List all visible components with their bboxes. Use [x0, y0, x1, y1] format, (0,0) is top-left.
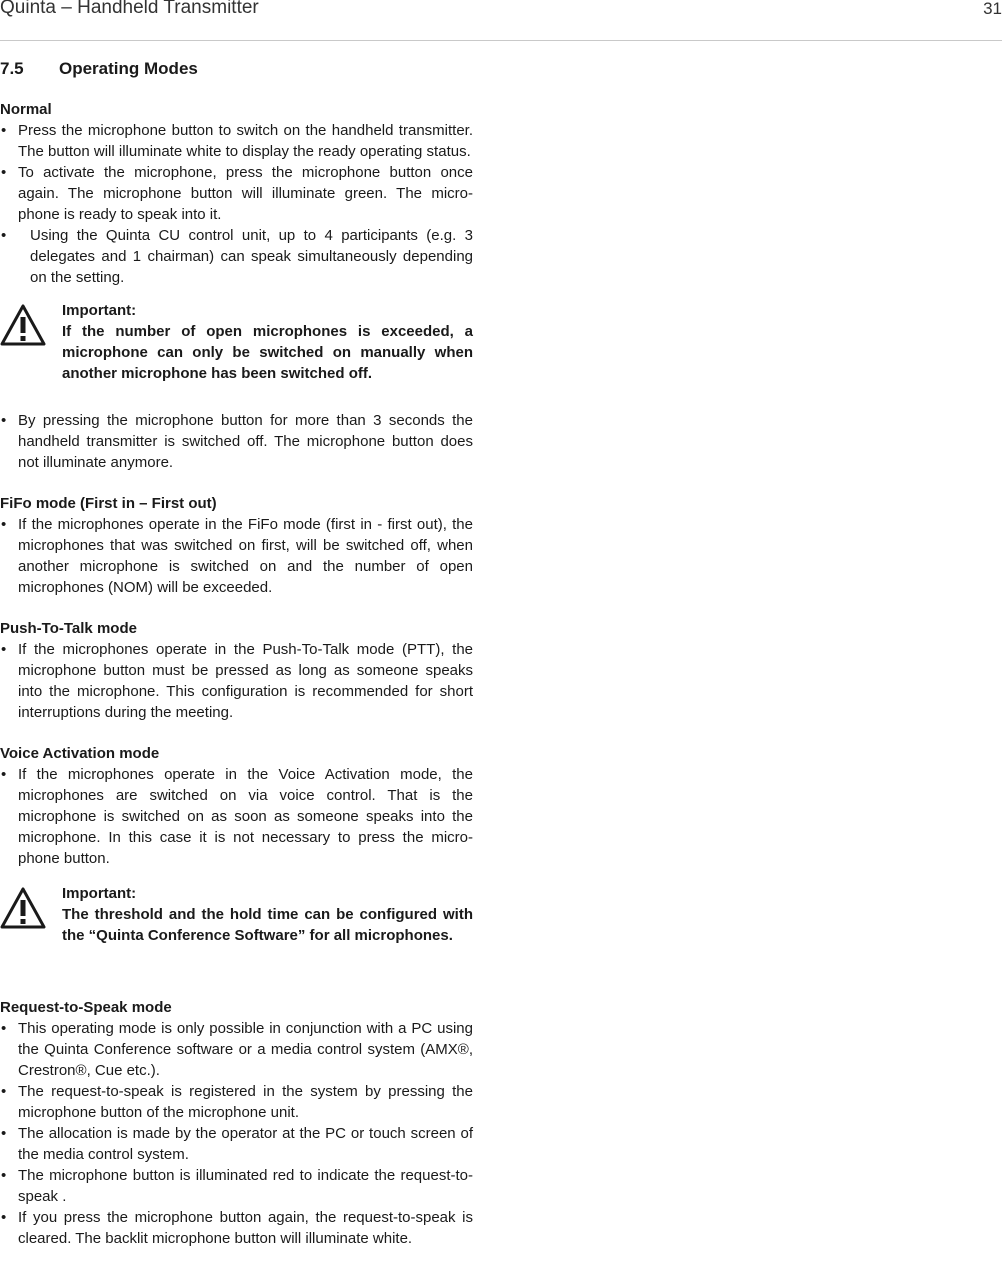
- list-item: • To activate the microphone, press the microphone button once again. The microphone button will illuminate green. The micro-phone is ready to speak into it.: [0, 162, 473, 225]
- list-item: • If you press the microphone button again, the request-to-speak is cleared. The backlit microphone button will illuminate white.: [0, 1207, 473, 1249]
- bullet-list-normal: [0, 120, 473, 288]
- bullet-list-ptt: [0, 639, 473, 723]
- list-item: • If the microphones operate in the FiFo mode (first in - first out), the microphones that was switched on first, will be switched off, when another microphone is switched on and the number of open microphones (NOM) will be exceeded.: [0, 514, 473, 598]
- bullet-list-normal-extra: [0, 410, 473, 473]
- warning-triangle-icon: [0, 887, 46, 929]
- page-header: [0, 0, 1002, 41]
- subheading-fifo: FiFo mode (First in – First out): [0, 495, 217, 512]
- subheading-voice: Voice Activation mode: [0, 745, 160, 762]
- section-heading: [0, 55, 473, 83]
- note-text: The threshold and the hold time can be configured with the “Quinta Conference Software” for all microphones.: [62, 906, 473, 944]
- list-item: • Press the microphone button to switch on the handheld transmitter. The button will illuminate white to display the ready operating status.: [0, 120, 473, 162]
- important-note-1: [0, 300, 473, 384]
- note-label: Important:: [62, 302, 137, 319]
- list-item: • If the microphones operate in the Push-To-Talk mode (PTT), the microphone button must be pressed as long as someone speaks into the microphone. This configuration is recommended for short interruptions during the meeting.: [0, 639, 473, 723]
- bullet-list-fifo: [0, 514, 473, 598]
- subheading-request-to-speak: Request-to-Speak mode: [0, 999, 172, 1016]
- note-text: If the number of open microphones is exceeded, a microphone can only be switched on manually when another microphone has been switched off.: [62, 323, 473, 382]
- important-note-2: [0, 883, 473, 953]
- list-item: • The allocation is made by the operator at the PC or touch screen of the media control system.: [0, 1123, 473, 1165]
- list-item: • If the microphones operate in the Voice Activation mode, the microphones are switched on via voice control. That is the microphone is switched on as soon as someone speaks into the microphone. In this case it is not necessary to press the micro-phone button.: [0, 764, 473, 869]
- page-number: 31: [983, 0, 1002, 18]
- subheading-normal: Normal: [0, 101, 52, 118]
- bullet-list-voice: [0, 764, 473, 869]
- content-column: [0, 55, 473, 1249]
- note-label: Important:: [62, 885, 137, 902]
- list-item: • The microphone button is illuminated red to indicate the request-to-speak .: [0, 1165, 473, 1207]
- list-item: • Using the Quinta CU control unit, up to 4 participants (e.g. 3 delegates and 1 chairman) can speak simultaneously depending on the setting.: [0, 225, 473, 288]
- subheading-ptt: Push-To-Talk mode: [0, 620, 137, 637]
- list-item: • This operating mode is only possible in conjunction with a PC using the Quinta Conference software or a media control system (AMX®, Crestron®, Cue etc.).: [0, 1018, 473, 1081]
- bullet-list-request-to-speak: [0, 1018, 473, 1249]
- section-title: Operating Modes: [59, 59, 198, 78]
- warning-triangle-icon: [0, 304, 46, 346]
- list-item: • By pressing the microphone button for more than 3 seconds the handheld transmitter is switched off. The microphone button does not illuminate anymore.: [0, 410, 473, 473]
- document-title: Quinta – Handheld Transmitter: [0, 0, 259, 18]
- section-number: 7.5: [0, 59, 24, 78]
- list-item: • The request-to-speak is registered in the system by pressing the microphone button of the microphone unit.: [0, 1081, 473, 1123]
